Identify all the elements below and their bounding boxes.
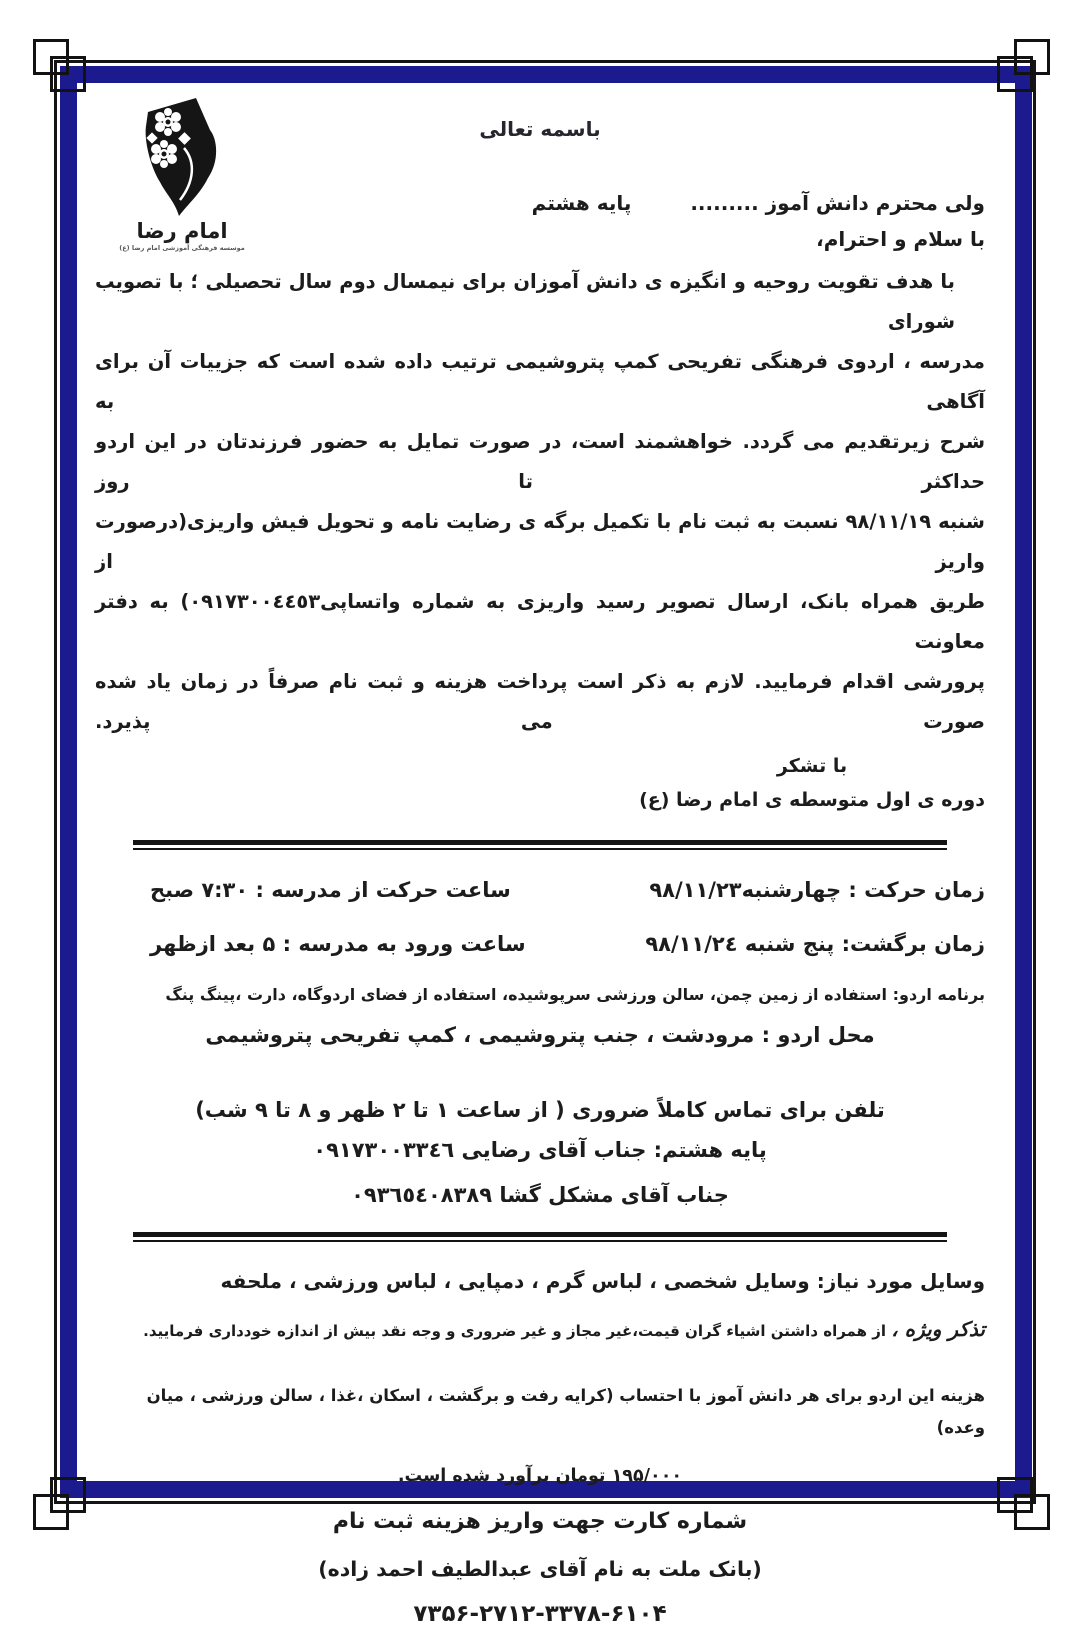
required-items-line [95,1264,985,1298]
grade-label: پایه هشتم [531,191,632,215]
main-paragraph [95,262,985,742]
contact-line-moshkelgosha: جناب آقای مشکل گشا ۰۹۳٦٥٤۰۸۳۸۹ [351,1183,729,1207]
salutation-line: با سلام و احترام، [816,227,985,251]
card-number: ۷۳۵۶-۲۷۱۲-۳۳۷۸-۶۱۰۴ [413,1601,667,1627]
special-notice-label: تذکر ویژه ، [891,1317,985,1341]
signature-thanks: با تشکر [776,755,848,777]
emergency-phone-header: تلفن برای تماس کاملاً ضروری ( از ساعت ۱ تا ۲ ظهر و ۸ تا ۹ شب) [195,1098,885,1122]
departure-hour: ساعت حرکت از مدرسه : ۷:۳۰ صبح [150,878,511,902]
recipient-text: ولی محترم دانش آموز ......... [690,191,985,215]
paragraph-line: شنبه ۹۸/۱۱/۱۹ نسبت به ثبت نام با تکمیل برگه ی رضایت نامه و تحویل فیش واریزی(درصورت واریز از [95,510,985,573]
double-rule-separator [133,1232,947,1242]
logo-title: امام رضا [136,219,228,243]
paragraph-line: شرح زیرتقدیم می گردد. خواهشمند است، در صورت تمایل به حضور فرزندتان در این اردو حداکثر تا روز [95,430,985,493]
required-items-text: وسایل شخصی ، لباس گرم ، دمپایی ، لباس ورزشی ، ملحفه [220,1269,817,1293]
signature-block [95,742,985,818]
corner-ornament-top-right [997,39,1049,91]
paragraph-line: طریق همراه بانک، ارسال تصویر رسید واریزی به شماره واتساپی۰۹۱۷۳۰۰٤٤٥۳) به دفتر معاونت [95,590,985,653]
corner-ornament-top-left [33,39,85,91]
double-rule-separator [133,840,947,850]
contact-line-rezaei: پایه هشتم: جناب آقای رضایی ۰۹۱۷۳۰۰۳۳٤٦ [313,1138,767,1162]
required-items-label: وسایل مورد نیاز: [816,1269,985,1293]
bank-account-line: (بانک ملت به نام آقای عبدالطیف احمد زاده) [318,1557,762,1581]
camp-program-line: برنامه اردو: استفاده از زمین چمن، سالن ورزشی سرپوشیده، استفاده از فضای اردوگاه، دارت ،پینگ پنگ [165,985,985,1004]
camp-location-line: محل اردو : مرودشت ، جنب پتروشیمی ، کمپ تفریحی پتروشیمی [205,1023,875,1047]
signature-school: دوره ی اول متوسطه ی امام رضا (ع) [639,789,985,811]
price-line: ۱۹۵/۰۰۰ تومان برآورد شده است. [397,1466,683,1486]
return-hour: ساعت ورود به مدرسه : ۵ بعد ازظهر [150,932,526,956]
paragraph-line: پرورشی اقدام فرمایید. لازم به ذکر است پرداخت هزینه و ثبت نام صرفاً در زمان یاد شده صورت می پذیرد. [95,670,985,733]
schedule-row-return [95,926,985,962]
school-logo-icon [122,96,242,218]
paragraph-line: با هدف تقویت روحیه و انگیزه ی دانش آموزان برای نیمسال دوم سال تحصیلی ؛ با تصویب شورای [95,270,955,333]
letter-content [95,88,985,1632]
schedule-row-departure [95,872,985,908]
paragraph-line: مدرسه ، اردوی فرهنگی تفریحی کمپ پتروشیمی ترتیب داده شده است که جزییات آن برای آگاهی به [95,350,985,413]
cost-estimate-line: هزینه این اردو برای هر دانش آموز با احتساب (کرایه رفت و برگشت ، اسکان ،غذا ، سالن ورزشی ، میان وعده) [146,1386,985,1437]
corner-ornament-bottom-left [33,1477,85,1529]
return-time: زمان برگشت: پنج شنبه ۹۸/۱۱/۲٤ [645,932,985,956]
card-number-header: شماره کارت جهت واریز هزینه ثبت نام [332,1509,748,1534]
departure-time: زمان حرکت : چهارشنبه۹۸/۱۱/۲۳ [649,878,985,902]
logo-caption: موسسه فرهنگی آموزشی امام رضا (ع) [119,244,245,252]
special-notice-line [95,1314,985,1346]
school-logo [117,96,247,253]
bismillah-heading: باسمه تعالی [479,117,601,141]
special-notice-text: از همراه داشتن اشیاء گران قیمت،غیر مجاز و غیر ضروری و وجه نقد بیش از اندازه خودداری فرمایید. [143,1322,892,1340]
corner-ornament-bottom-right [997,1477,1049,1529]
